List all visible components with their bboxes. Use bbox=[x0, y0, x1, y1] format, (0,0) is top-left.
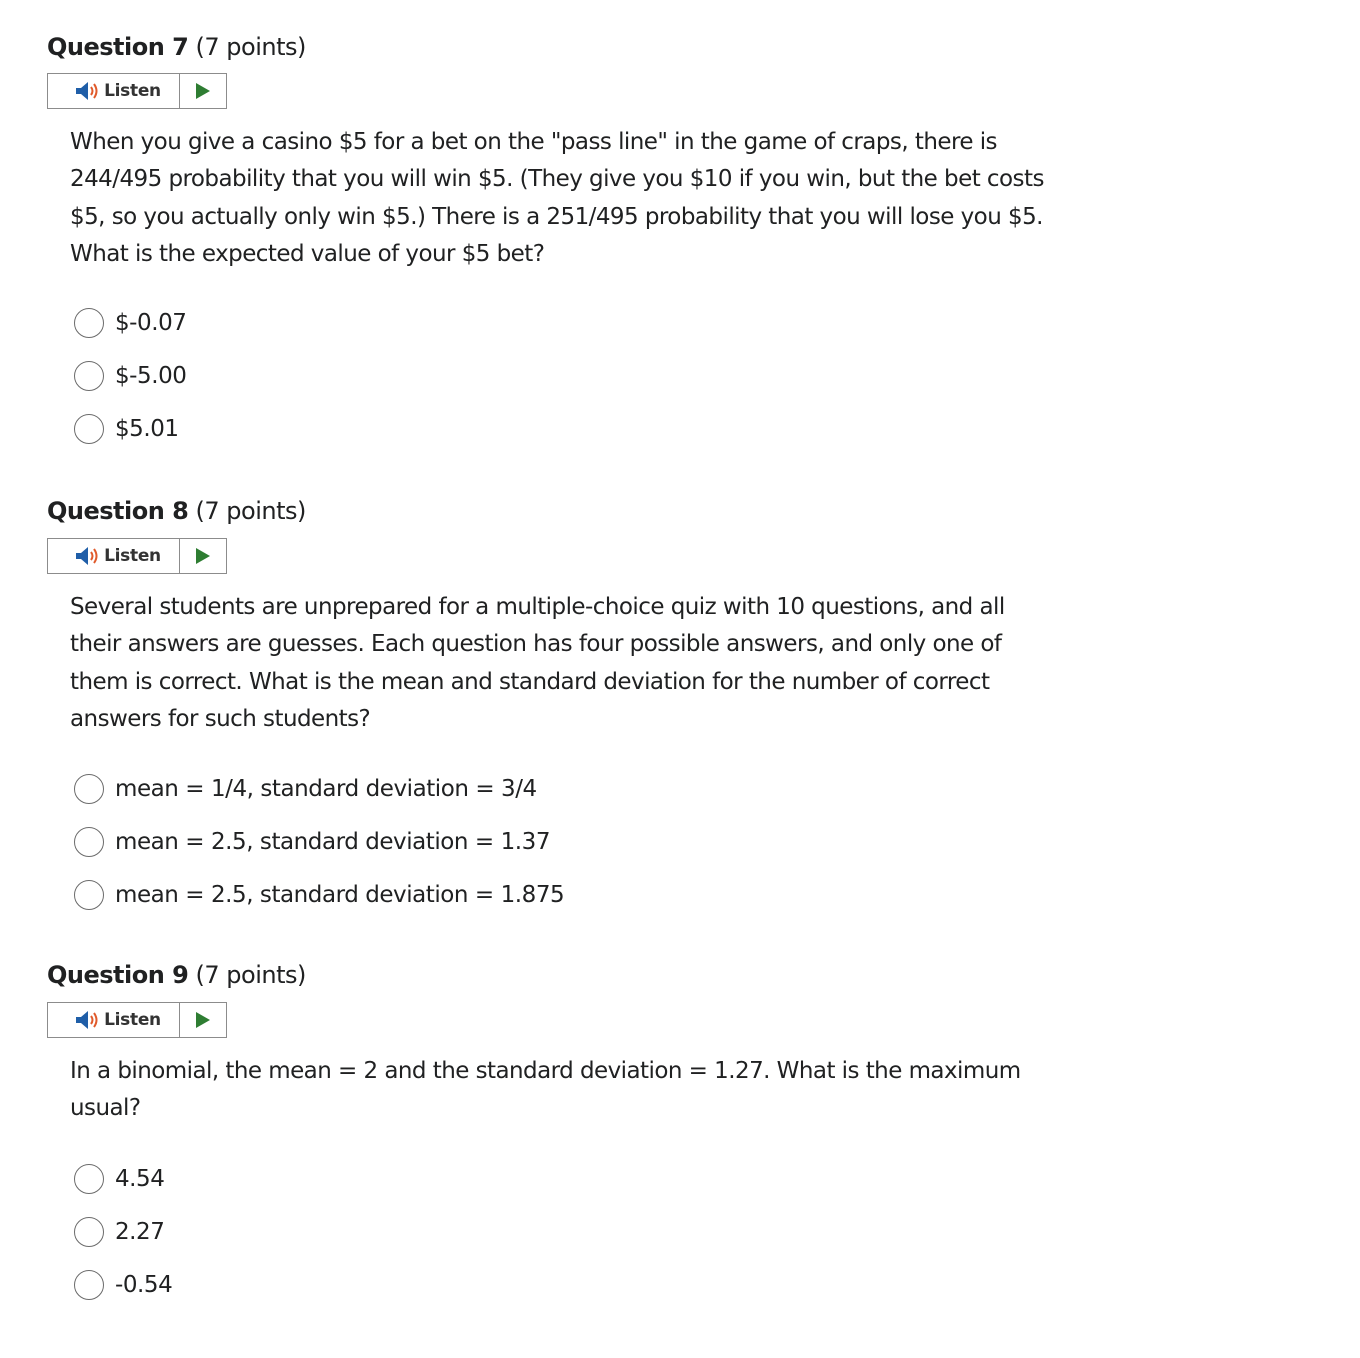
answer-label: $-5.00 bbox=[115, 362, 187, 389]
question-name: Question 9 bbox=[47, 961, 189, 989]
question-text: Several students are unprepared for a multiple-choice quiz with 10 questions, and all their answers are guesses. Each question has four possible answers, and only one of them is correct. What is the mean and standard deviation for the number of correct answers for such students? bbox=[70, 594, 1005, 732]
answer-options bbox=[74, 296, 186, 456]
answer-label: $5.01 bbox=[115, 416, 179, 443]
answer-label: -0.54 bbox=[115, 1272, 173, 1299]
radio-button[interactable] bbox=[74, 361, 104, 391]
radio-button[interactable] bbox=[74, 1270, 104, 1300]
answer-label: 2.27 bbox=[115, 1218, 165, 1245]
play-icon bbox=[195, 547, 211, 565]
play-icon bbox=[195, 1011, 211, 1029]
answer-option[interactable] bbox=[74, 349, 186, 402]
answer-option[interactable] bbox=[74, 1205, 172, 1258]
question-points: (7 points) bbox=[195, 33, 306, 61]
listen-widget bbox=[47, 538, 227, 574]
play-button[interactable] bbox=[179, 1003, 226, 1037]
question-points: (7 points) bbox=[195, 961, 306, 989]
question-points: (7 points) bbox=[195, 497, 306, 525]
question-7-title bbox=[47, 32, 306, 62]
answer-option[interactable] bbox=[74, 815, 564, 868]
question-text: When you give a casino $5 for a bet on the "pass line" in the game of craps, there is 244/495 probability that you will win $5. (They give you $10 if you win, but the bet costs $5, so you actually only win $5.) There is a 251/495 probability that you will lose you $5. What is the expected value of your $5 bet? bbox=[70, 129, 1044, 267]
listen-button[interactable] bbox=[48, 74, 179, 108]
answer-label: $-0.07 bbox=[115, 309, 187, 336]
listen-label: Listen bbox=[104, 546, 161, 566]
speaker-icon bbox=[74, 1010, 100, 1030]
answer-option[interactable] bbox=[74, 1259, 172, 1312]
listen-label: Listen bbox=[104, 81, 161, 101]
listen-button[interactable] bbox=[48, 1003, 179, 1037]
question-name: Question 8 bbox=[47, 497, 189, 525]
question-9-title bbox=[47, 960, 306, 990]
answer-option[interactable] bbox=[74, 869, 564, 922]
speaker-icon bbox=[74, 546, 100, 566]
listen-widget bbox=[47, 73, 227, 109]
answer-option[interactable] bbox=[74, 296, 186, 349]
radio-button[interactable] bbox=[74, 827, 104, 857]
question-8-title bbox=[47, 496, 306, 526]
radio-button[interactable] bbox=[74, 1217, 104, 1247]
listen-button[interactable] bbox=[48, 539, 179, 573]
radio-button[interactable] bbox=[74, 774, 104, 804]
play-button[interactable] bbox=[179, 74, 226, 108]
question-text: In a binomial, the mean = 2 and the standard deviation = 1.27. What is the maximum usual? bbox=[70, 1058, 1021, 1122]
radio-button[interactable] bbox=[74, 880, 104, 910]
answer-label: 4.54 bbox=[115, 1165, 165, 1192]
listen-widget bbox=[47, 1002, 227, 1038]
question-name: Question 7 bbox=[47, 33, 189, 61]
play-icon bbox=[195, 82, 211, 100]
radio-button[interactable] bbox=[74, 414, 104, 444]
answer-label: mean = 2.5, standard deviation = 1.875 bbox=[115, 882, 565, 909]
speaker-icon bbox=[74, 81, 100, 101]
radio-button[interactable] bbox=[74, 1164, 104, 1194]
listen-label: Listen bbox=[104, 1010, 161, 1030]
play-button[interactable] bbox=[179, 539, 226, 573]
answer-option[interactable] bbox=[74, 1152, 172, 1205]
answer-options bbox=[74, 1152, 172, 1312]
answer-options bbox=[74, 762, 564, 922]
answer-option[interactable] bbox=[74, 403, 186, 456]
answer-label: mean = 1/4, standard deviation = 3/4 bbox=[115, 775, 537, 802]
answer-label: mean = 2.5, standard deviation = 1.37 bbox=[115, 828, 551, 855]
radio-button[interactable] bbox=[74, 308, 104, 338]
answer-option[interactable] bbox=[74, 762, 564, 815]
